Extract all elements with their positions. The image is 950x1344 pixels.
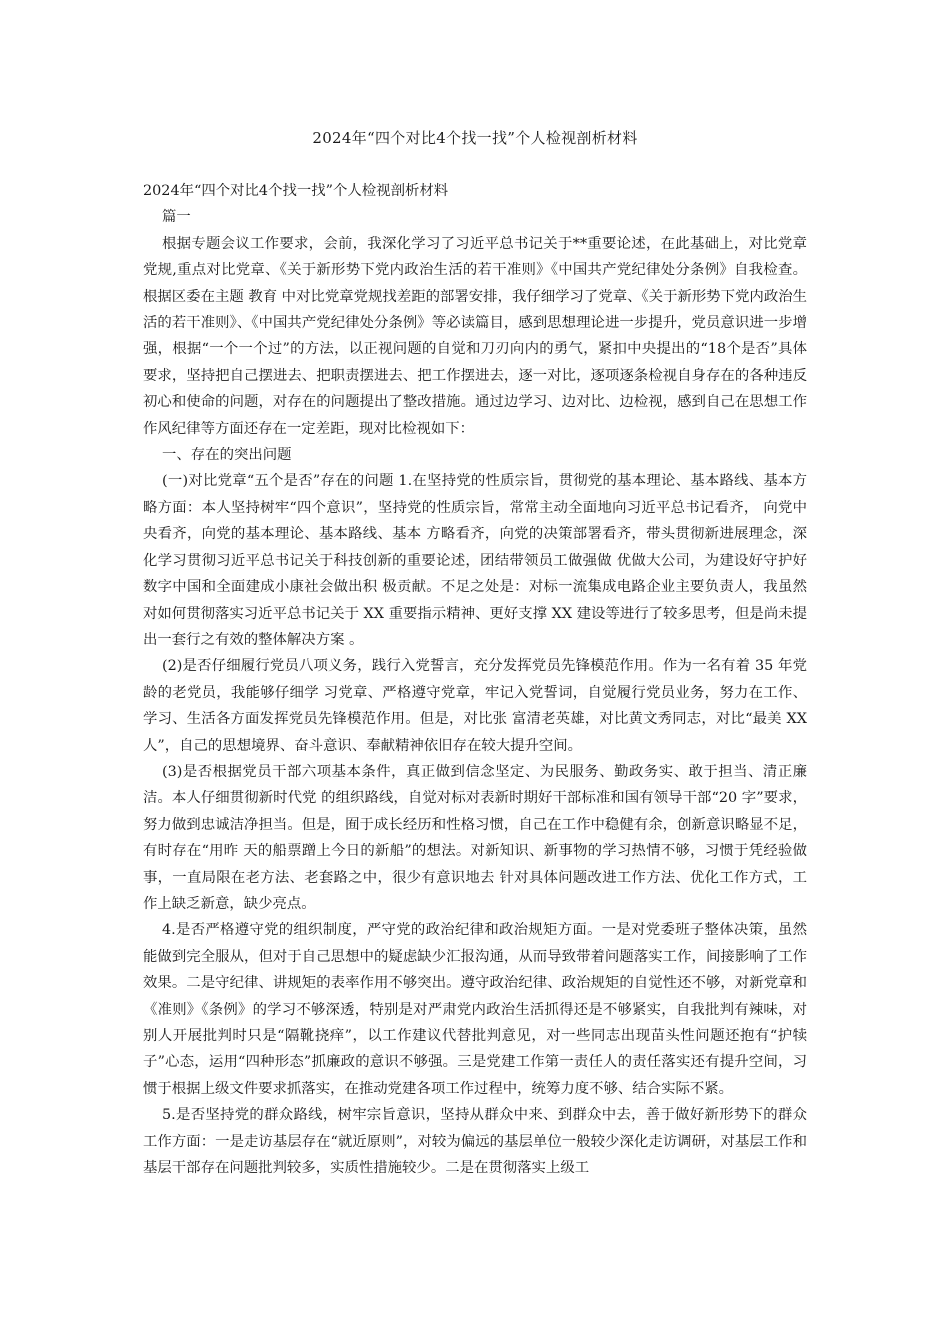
document-title: 2024年“四个对比4个找一找”个人检视剖析材料	[312, 129, 638, 147]
document-subtitle: 2024年“四个对比4个找一找”个人检视剖析材料	[143, 183, 449, 199]
section-heading: 一、存在的突出问题	[162, 447, 292, 464]
paragraph-item-4: 4.是否严格遵守党的组织制度，严守党的政治纪律和政治规矩方面。一是对党委班子整体决策，虽然能做到完全服从，但对于自己思想中的疑虑缺少汇报沟通，从而导致带着问题落实工作，间接影响了工作效果。二是守纪律、讲规矩的表率作用不够突出。遵守政治纪律、政治规矩的自觉性还不够，对新党章和《准则》《条例》的学习不够深透，特别是对严肃党内政治生活抓得还是不够紧实，自我批判有辣味，对别人开展批判时只是“隔靴挠痒”，以工作建议代替批判意见，对一些同志出现苗头性问题还抱有“护犊子”心态，运用“四种形态”抓廉政的意识不够强。三是党建工作第一责任人的责任落实还有提升空间，习惯于根据上级文件要求抓落实，在推动党建各项工作过程中，统筹力度不够、结合实际不紧。	[143, 922, 807, 1097]
section-label: 篇一	[162, 209, 191, 226]
paragraph-intro: 根据专题会议工作要求，会前，我深化学习了习近平总书记关于**重要论述，在此基础上，对比党章党规,重点对比党章、《关于新形势下党内政治生活的若干准则》《中国共产党纪律处分条例》自我检查。根据区委在主题 教育 中对比党章党规找差距的部署安排，我仔细学习了党章、《关于新形势下党内政治生活的若干准则》、《中国共产党纪律处分条例》等必读篇目，感到思想理论进一步提升，党员意识进一步增强，根据“一个一个过”的方法，以正视问题的自觉和刀刃向内的勇气，紧扣中央提出的“18个是否”具体要求，坚持把自己摆进去、把职责摆进去、把工作摆进去，逐一对比，逐项逐条检视自身存在的各种违反初心和使命的问题，对存在的问题提出了整改措施。通过边学习、边对比、边检视，感到自己在思想工作作风纪律等方面还存在一定差距，现对比检视如下：	[143, 235, 807, 437]
paragraph-item-1: (一)对比党章“五个是否”存在的问题 1.在坚持党的性质宗旨，贯彻党的基本理论、基本路线、基本方略方面：本人坚持树牢“四个意识”，坚持党的性质宗旨，常常主动全面地向习近平总书记看齐， 向党中央看齐，向党的基本理论、基本路线、基本 方略看齐，向党的决策部署看齐，带头贯彻新进展理念，深化学习贯彻习近平总书记关于科技创新的重要论述，团结带领员工做强做 优做大公司，为建设好守护好数字中国和全面建成小康社会做出积 极贡献。不足之处是：对标一流集成电路企业主要负责人，我虽然对如何贯彻落实习近平总书记关于 XX 重要指示精神、更好支撑 XX 建设等进行了较多思考，但是尚未提出一套行之有效的整体解决方案 。	[143, 473, 807, 648]
paragraph-item-5: 5.是否坚持党的群众路线，树牢宗旨意识，坚持从群众中来、到群众中去，善于做好新形势下的群众工作方面：一是走访基层存在“就近原则”，对较为偏远的基层单位一般较少深化走访调研，对基层工作和基层干部存在问题批判较多，实质性措施较少。二是在贯彻落实上级工	[143, 1107, 807, 1177]
paragraph-item-2: (2)是否仔细履行党员八项义务，践行入党誓言，充分发挥党员先锋模范作用。作为一名有着 35 年党龄的老党员，我能够仔细学 习党章、严格遵守党章，牢记入党誓词，自觉履行党员业务，努力在工作、学习、生活各方面发挥党员先锋模范作用。但是，对比张 富清老英雄，对比黄文秀同志，对比“最美 XX 人”，自己的思想境界、奋斗意识、奉献精神依旧存在较大提升空间。	[143, 658, 807, 754]
paragraph-item-3: (3)是否根据党员干部六项基本条件，真正做到信念坚定、为民服务、勤政务实、敢于担当、清正廉洁。本人仔细贯彻新时代党 的组织路线，自觉对标对表新时期好干部标准和国有领导干部“20 字”要求，努力做到忠诚洁净担当。但是，囿于成长经历和性格习惯，自己在工作中稳健有余，创新意识略显不足，有时存在“用昨 天的船票蹭上今日的新船”的想法。对新知识、新事物的学习热情不够，习惯于凭经验做事，一直局限在老方法、老套路之中，很少有意识地去 针对具体问题改进工作方法、优化工作方式，工作上缺乏新意，缺少亮点。	[143, 763, 807, 912]
document-body	[143, 178, 807, 1181]
